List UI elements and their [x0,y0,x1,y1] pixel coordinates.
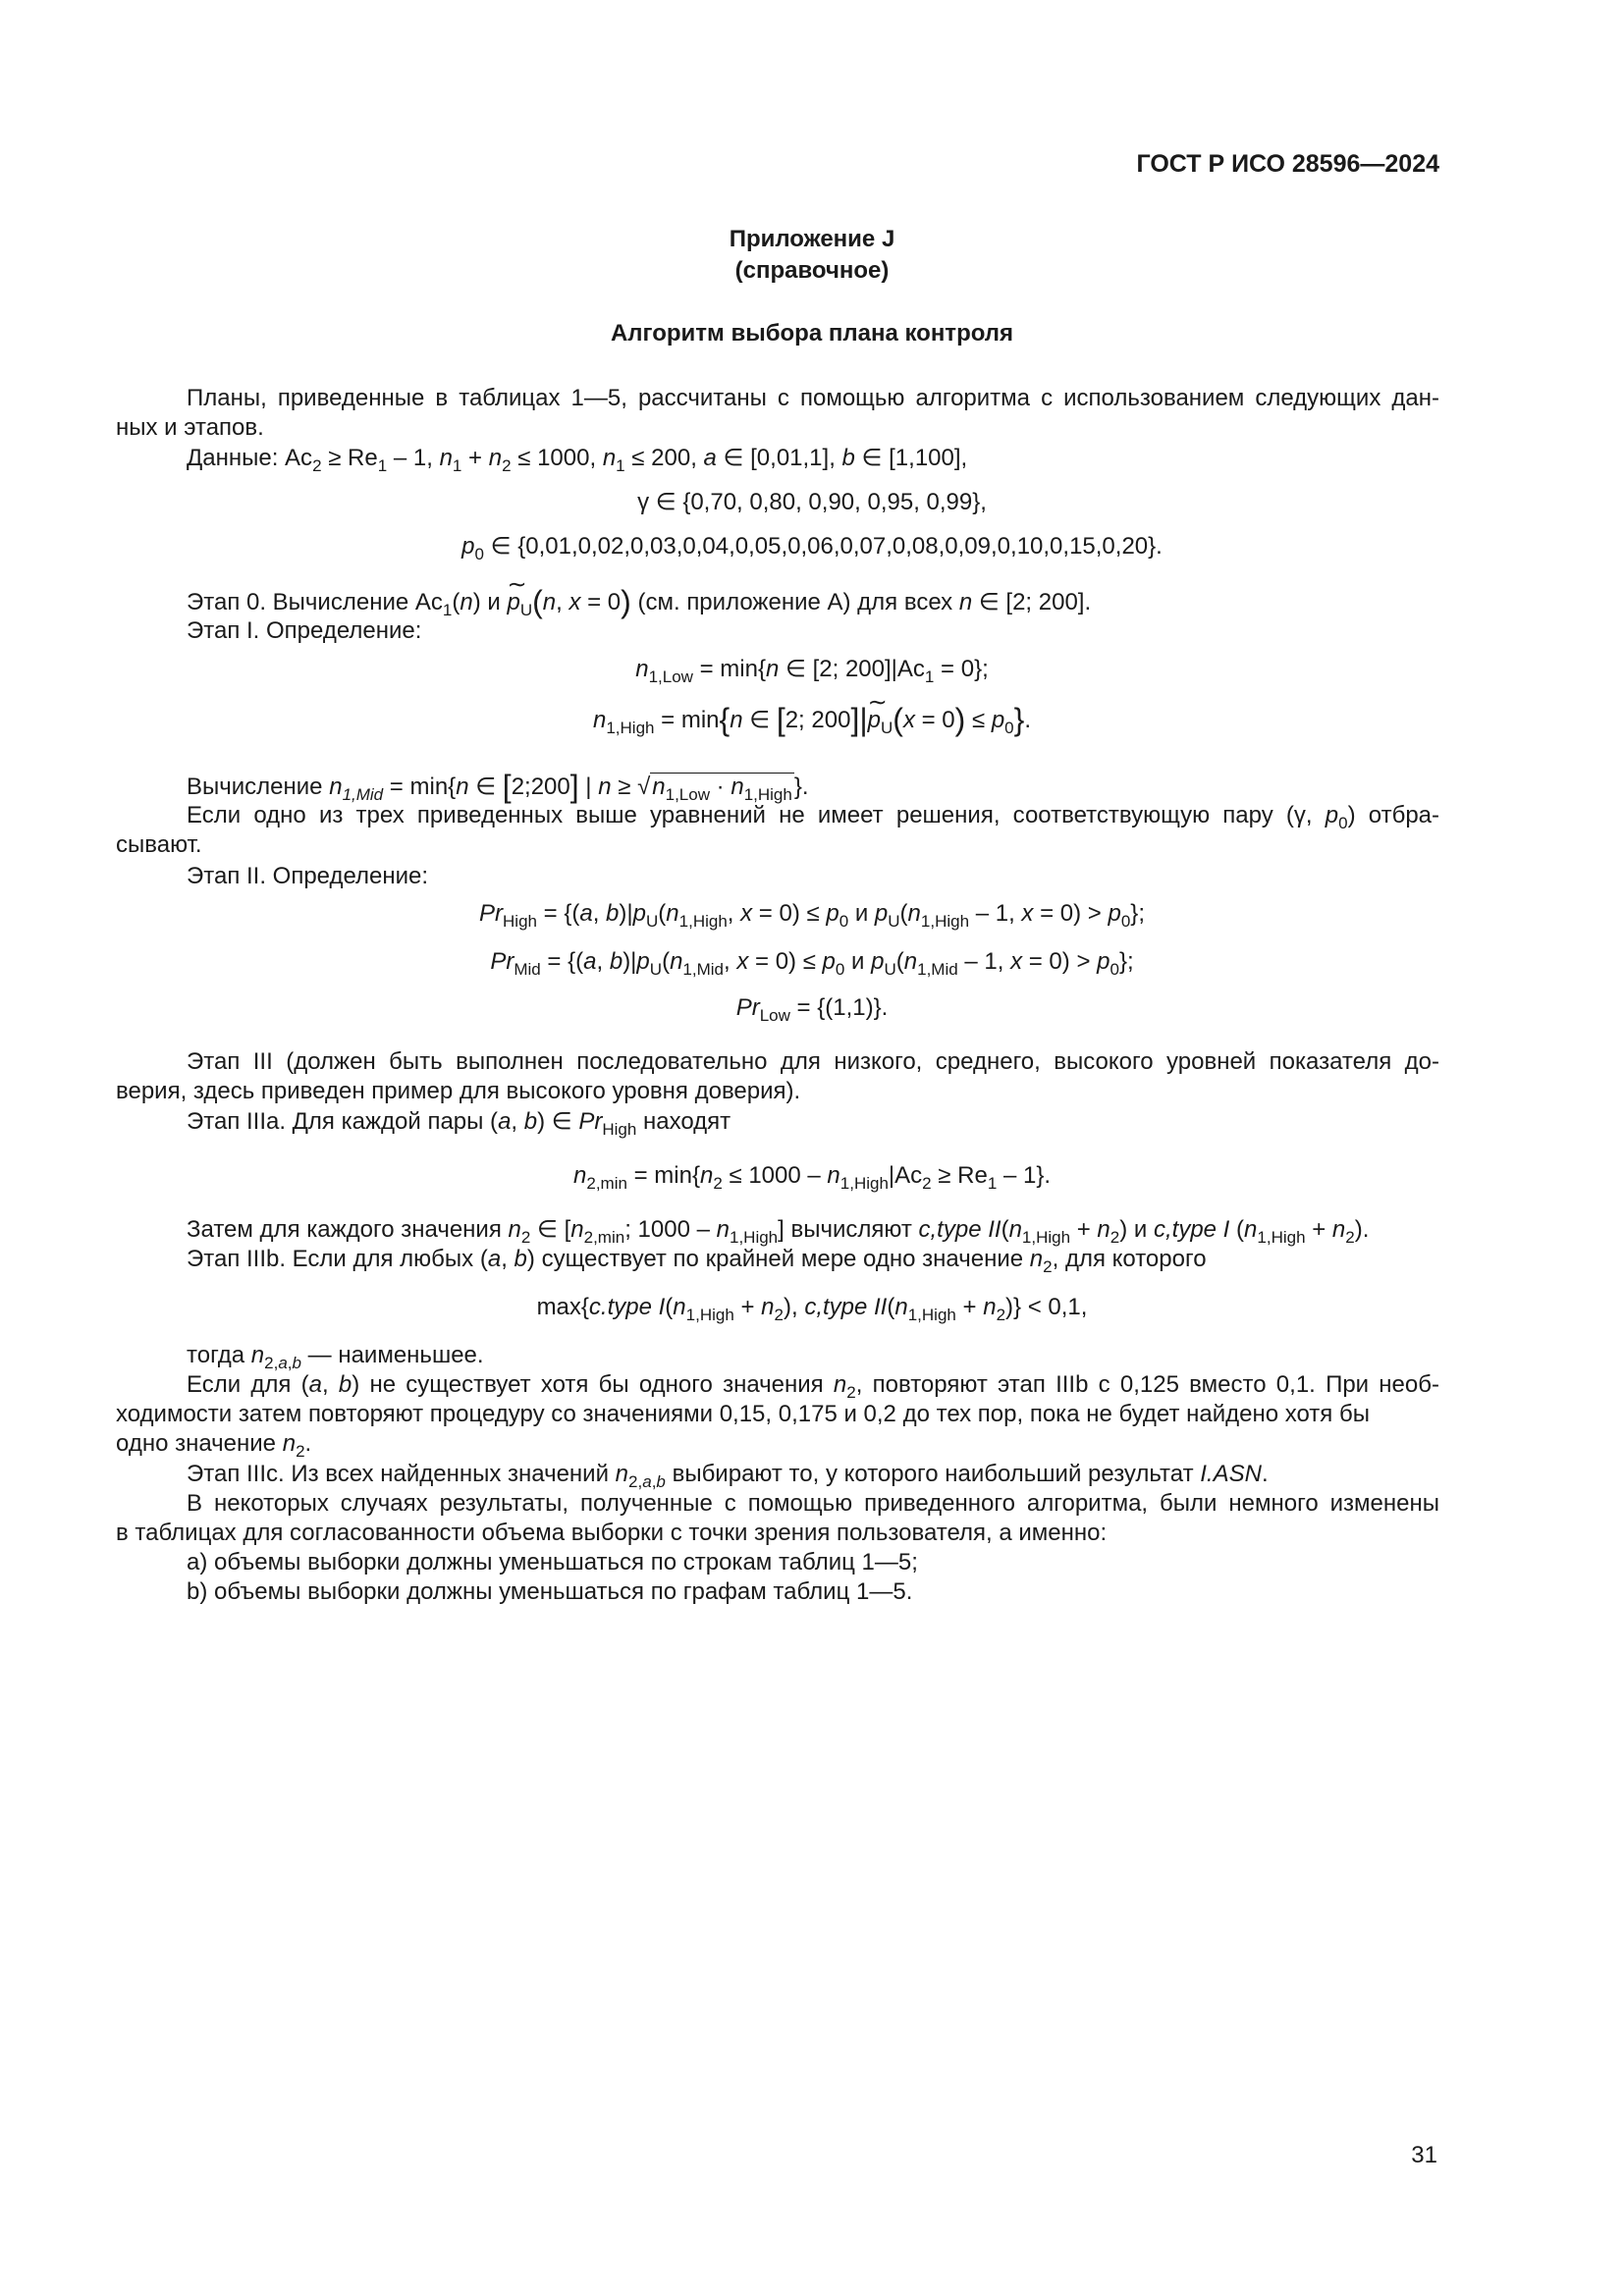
step0-tail: (см. приложение А) для всех [637,589,953,615]
no-solution-line-2: сывают. [116,831,202,858]
if-none-line-3: одно значение $n_2$. [116,1430,312,1461]
step0-text: Этап 0. Вычисление [187,589,409,615]
max-formula: max{c.type $I(n_{1,High} + n_2)$, c,type $II(n_{1,High} + n_2)\} < 0,1$, [536,1294,1088,1324]
document-code: ГОСТ Р ИСО 28596—2024 [1136,150,1439,178]
compute-mid-label: Вычисление [187,774,323,800]
if-none-line-2: ходимости затем повторяют процедуру со значениями 0,15, 0,175 и 0,2 до тех пор, пока не будет найдено хотя бы [116,1401,1370,1427]
list-item-a: a) объемы выборки должны уменьшаться по строкам таблиц 1—5; [187,1549,918,1575]
data-line: Данные: $Ac_2 \ge Re_1 - 1$, $n_1 + n_2 \le 1000$, $n_1 \le 200$, a ∈ [0,01,1], b ∈ [1,100], [187,445,968,475]
page-number: 31 [1411,2142,1437,2168]
then-min-line: тогда $n_{2,a,b}$ — наименьшее. [187,1342,484,1372]
step1-text: Этап I. Определение: [187,617,422,644]
annex-title: Алгоритм выбора плана контроля [610,320,1014,347]
if-none-line-1: Если для (a, b) не существует хотя бы одного значения $n_2$, повторяют этап IIIb с 0,125 вместо 0,1. При необ- [187,1371,1439,1402]
annex-label: Приложение J [729,226,895,252]
pr-low-formula: $Pr_{Low} = \{(1,1)\}$. [735,994,889,1025]
list-item-b: b) объемы выборки должны уменьшаться по графам таблиц 1—5. [187,1578,913,1605]
then-each-line: Затем для каждого значения $n_2$ ∈ [$n_{2,min}$; $1000 - n_{1,High}$] вычисляют c,type $II(n_{1,High} + n_2)$ и c,type I $(n_{1,High} + n_2)$. [187,1216,1370,1247]
n2-min-formula: $n_{2,min} = \min\{n_2 \le 1000 - n_{1,High}|Ac_2 \ge Re_1 - 1\}$. [573,1162,1051,1193]
n1-high-formula: $n_{1,High} = \min\{n$ ∈ [2; 200]|∼ $p_U(x = 0) \le p_0$}. [0,705,1624,735]
intro-line-2: ных и этапов. [116,414,264,441]
note-line-1: В некоторых случаях результаты, полученные с помощью приведенного алгоритма, были немного изменены [187,1490,1439,1517]
pr-mid-formula: $Pr_{Mid} = \{(a$, $b)|p_U(n_{1,Mid}$, $x = 0) \le p_0$ и $p_U(n_{1,Mid} - 1$, $x = 0) > p_0$}; [490,948,1134,979]
p0-set: ∈ {0,01,0,02,0,03,0,04,0,05,0,06,0,07,0,08,0,09,0,10,0,15,0,20}. [490,533,1163,560]
annex-type: (справочное) [734,257,890,284]
compute-mid-line: Вычисление $n_{1,Mid} = \min\{n$ ∈ [2;200] | $n \ge √n_{1,Low} \cdot n_{1,High}$}. [187,769,809,804]
n1-low-formula: $n_{1,Low} = \min\{n$ ∈ [2; $200]|Ac_1 = 0$}; [635,656,989,686]
intro-line-1: Планы, приведенные в таблицах 1—5, рассчитаны с помощью алгоритма с использованием следующих дан- [187,385,1439,411]
step2-text: Этап II. Определение: [187,863,429,889]
step3b-line: Этап IIIb. Если для любых (a, b) существует по крайней мере одно значение $n_2$, для которого [187,1246,1207,1276]
no-solution-line-1: Если одно из трех приведенных выше уравнений не имеет решения, соответствующую пару (γ, $p_0$) отбра- [187,802,1440,832]
step3c-line: Этап IIIc. Из всех найденных значений $n_{2,a,b}$ выбирают то, у которого наибольший результат I.ASN. [187,1461,1269,1491]
data-label: Данные: [187,445,279,471]
step3-line-2: верия, здесь приведен пример для высокого уровня доверия). [116,1078,801,1104]
p0-set-line: $p_0$ ∈ {0,01,0,02,0,03,0,04,0,05,0,06,0,07,0,08,0,09,0,10,0,15,0,20}. [461,533,1163,563]
gamma-set: γ ∈ {0,70, 0,80, 0,90, 0,95, 0,99}, [637,489,987,515]
note-line-2: в таблицах для согласованности объема выборки с точки зрения пользователя, а именно: [116,1520,1108,1546]
step0-line: Этап 0. Вычисление $Ac_1(n)$ и ∼ $p_U(n$, x = 0) (см. приложение А) для всех n ∈ [2; 200]. [187,587,1091,617]
pr-high-formula: $Pr_{High} = \{(a$, $b)|p_U(n_{1,High}$, $x = 0) \le p_0$ и $p_U(n_{1,High} - 1$, $x = 0) > p_0$}; [479,900,1145,931]
step3-line-1: Этап III (должен быть выполнен последовательно для низкого, среднего, высокого уровней показателя до- [187,1048,1439,1075]
step3a-line: Этап IIIa. Для каждой пары (a, b) ∈ $Pr_{High}$ находят [187,1108,731,1139]
